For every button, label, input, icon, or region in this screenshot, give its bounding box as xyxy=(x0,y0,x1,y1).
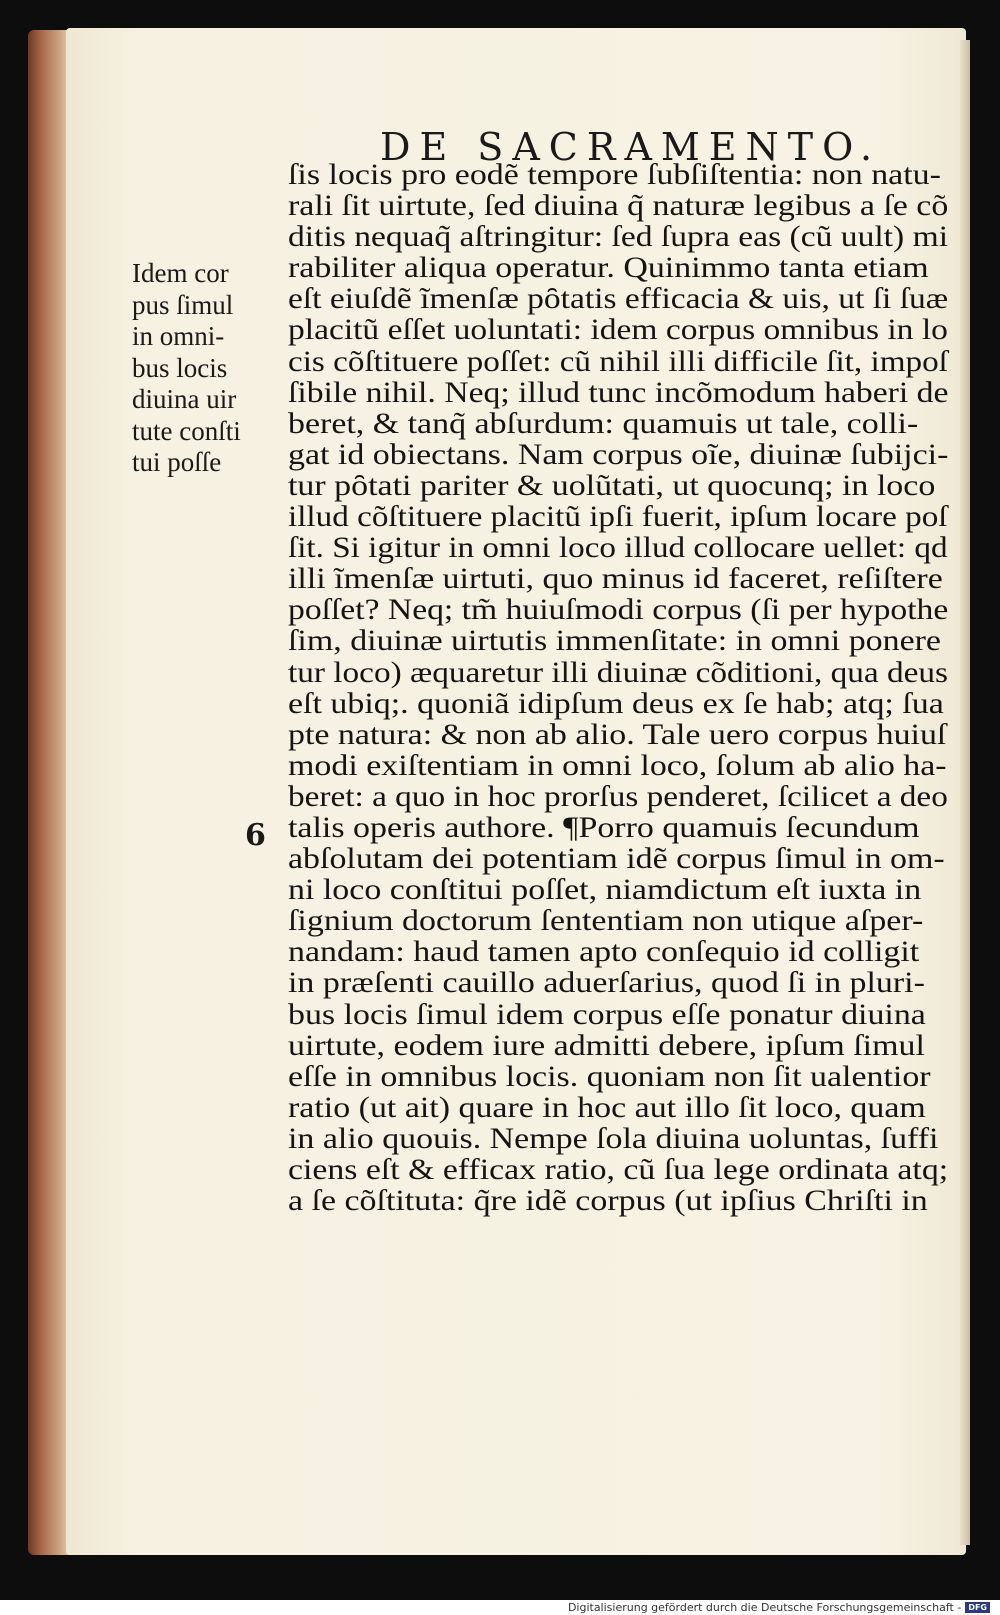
digitization-credit xyxy=(568,1601,990,1614)
text-line: poſſet? Neq; tm̃ huiuſmodi corpus (ſi per hypothe xyxy=(288,594,949,627)
body-text xyxy=(288,160,948,1217)
margin-section-number: 6 xyxy=(245,818,266,853)
text-line: pte natura: & non ab alio. Tale uero corpus huiuſ xyxy=(288,718,947,751)
text-line: beret: a quo in hoc prorſus penderet, ſcilicet a deo xyxy=(288,780,948,813)
margin-note-line: tute conſti xyxy=(132,415,241,446)
text-line: eſt eiuſdẽ ĩmenſæ pȏtatis efficacia & uis, ut ſi ſuæ xyxy=(288,283,949,316)
text-line: nandam: haud tamen apto conſequio id colligit xyxy=(288,936,920,969)
text-line: ni loco conſtitui poſſet, niamdictum eſt iuxta in xyxy=(288,874,922,907)
text-line: ciens eſt & efficax ratio, cũ ſua lege ordinata atq; xyxy=(288,1154,949,1186)
text-line: ſim, diuinæ uirtutis immenſitate: in omni ponere xyxy=(288,625,942,658)
text-line: illud cõſtituere placitũ ipſi fuerit, ipſum locare poſ xyxy=(288,501,948,534)
text-line: tur pȏtati pariter & uolũtati, ut quocunq; in loco xyxy=(288,469,936,502)
text-line: ditis nequaq̃ aſtringitur: ſed ſupra eas (cũ uult) mi xyxy=(288,221,949,254)
text-line: talis operis authore. ¶Porro quamuis ſecundum xyxy=(288,811,920,844)
margin-note-line: in omni- xyxy=(132,321,225,351)
margin-note xyxy=(132,258,272,479)
margin-note-line: tui poſſe xyxy=(132,447,222,477)
text-line: a ſe cõſtituta: q̃re idẽ corpus (ut ipſius Chriſti in xyxy=(288,1185,928,1218)
text-line: placitũ eſſet uoluntati: idem corpus omnibus in lo xyxy=(288,314,948,347)
text-line: illi ĩmenſæ uirtuti, quo minus id faceret, reſiſtere xyxy=(288,563,943,596)
text-line: in præſenti cauillo aduerſarius, quod ſi in pluri- xyxy=(288,967,925,1000)
dfg-logo: DFG xyxy=(965,1602,990,1613)
text-line: eſſe in omnibus locis. quoniam non ſit ualentior xyxy=(288,1060,931,1093)
text-line: gat id obiectans. Nam corpus oĩe, diuinæ ſubijci- xyxy=(288,438,949,471)
text-line: uirtute, eodem iure admitti debere, ipſum ſimul xyxy=(288,1029,925,1062)
margin-note-line: bus locis xyxy=(132,352,228,383)
text-line: ſibile nihil. Neq; illud tunc incõmodum haberi de xyxy=(288,376,949,409)
text-line: modi exiſtentiam in omni loco, ſolum ab alio ha- xyxy=(288,749,947,782)
text-line: ratio (ut ait) quare in hoc aut illo ſit loco, quam xyxy=(288,1091,926,1124)
text-line: abſolutam dei potentiam idẽ corpus ſimul in om- xyxy=(288,843,945,876)
text-line: tur loco) æquaretur illi diuinæ cõditioni, qua deus xyxy=(288,656,948,689)
margin-note-line: diuina uir xyxy=(132,384,237,414)
text-line: bus locis ſimul idem corpus eſſe ponatur diuina xyxy=(288,998,926,1031)
margin-note-line: pus ſimul xyxy=(132,289,234,320)
running-head: DE SACRAMENTO. xyxy=(380,125,882,169)
text-line: eſt ubiq;. quoniã idipſum deus ex ſe hab; atq; ſua xyxy=(288,687,944,720)
text-line: ſit. Si igitur in omni loco illud collocare uellet: qd xyxy=(288,532,948,565)
text-line: rali ſit uirtute, ſed diuina q̃ naturæ legibus a ſe cõ xyxy=(288,190,949,223)
text-line: cis cõſtituere poſſet: cũ nihil illi difficile ſit, impoſ xyxy=(288,345,948,378)
text-line: in alio quouis. Nempe ſola diuina uoluntas, ſuffi xyxy=(288,1122,939,1155)
text-line: ſis locis pro eodẽ tempore ſubſiſtentia: non natu- xyxy=(288,159,941,191)
text-line: ſignium doctorum ſententiam non utique aſper- xyxy=(288,905,924,938)
credit-text: Digitalisierung gefördert durch die Deutsche Forschungsgemeinschaft - xyxy=(567,1601,962,1614)
margin-note-line: Idem cor xyxy=(132,258,229,288)
text-line: rabiliter aliqua operatur. Quinimmo tanta etiam xyxy=(288,252,929,285)
text-line: beret, & tanq̃ abſurdum: quamuis ut tale, colli- xyxy=(288,407,919,440)
